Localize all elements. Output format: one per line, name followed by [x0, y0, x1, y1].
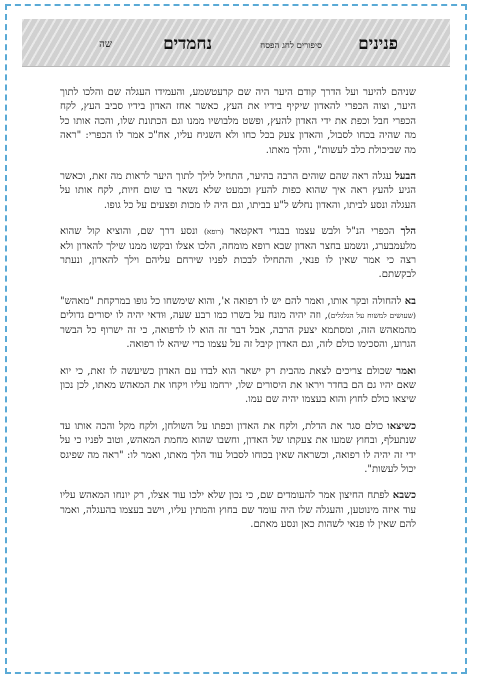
paragraph-text-cont: ונסע דרך שם, והוציא קול שהוא מלעמבערג, ונשמע בחצר האדון שבא רופא מומחה, הלכו אצלו ובקשו ממנו שילך להאדון ולא רצה כי אמר שאין לו פנאי, והתחילו לבכות לפניו שירחם עליהם וילך להאדון, ונעתר לבקשתם.: [60, 226, 416, 281]
paragraph-6: [60, 420, 416, 478]
paragraph-5: [60, 365, 416, 408]
paragraph-text-cont: , וזה יהיה מונח על בשרו כמו רבע שעה, וּודאי יהיה לו יסורים גדולים מהמאהש הזה, ומסתמא יצעק הרבה, אבל דבר זה הוא לו לרפואה, כי זה ישרוף כל הבשר הגרוע, והסכימו כולם לזה, וגם האדון קיבל זה על עצמו כדי שיהא לו רפואה.: [60, 310, 416, 351]
paragraph-text: לפתח החיצון אמר להעומדים שם, כי נכון שלא ילכו עוד אצלו, רק יונחו המאהש עליו עוד איזה מינוטען, והעגלה שלו היה עומד שם בחוץ והמתין עליו, וישב בעצמו בהעגלה, ואמר להם שאין לו פנאי לשהות כאן ונסע מאתם.: [60, 490, 416, 531]
paragraph-lead: הבעל: [395, 171, 416, 183]
book-subtitle: סיפורים לחג הפסח: [260, 41, 322, 51]
paragraph-3: [60, 225, 416, 283]
book-title-left: נחמדים: [163, 34, 212, 54]
paragraph-2: [60, 170, 416, 213]
page-number: שה: [99, 39, 112, 50]
paragraph-text: כולם סגר את הדלת, ולקח את האדון וכפתו על השולחן, ולקח מקל והכה אותו עד שנתעלף, ובחוץ שמעו את צעקתו של האדון, וחשבו שהוא מחמת המאהש, וטוב לפניו כי על ידי זה יהיה לו רפואה, וכשראה שאין בכוחו לסבול עוד הלך מאתו, ואמר לו: "ראה מה שפיגס יכול לעשות".: [60, 420, 416, 475]
paragraph-text: שניהם להיער ועל הדרך קודם היער היה שם קרעטשמע, והעמידו העגלה שם והלכו לתוך היער, וצוה הכפרי להאדון שיקיף בידיו את העץ, כאשר אחז האדון בידיו סביב העץ, לקח הכפרי חבל וכפת את ידי האדון להעץ, ופשט מלבושיו ממנו וגם הכתונת שלו, והכה אותו כל מה שהיה בכחו לסבול, והאדון צעק בכל כחו ולא השגיח עליו, אח"כ אמר לו הכפרי: "ראה מה שביכולת כלב לעשות", והלך מאתו.: [60, 87, 416, 156]
paragraph-text: עגלה ראה שהם שוהים הרבה בהיער, התחיל לילך לתוך היער לראות מה זאת, וכאשר הגיע להעץ ראה איך שהוא כפות להעץ וכמעט שלא נשאר בו שום חיות, לקח אותו על העגלה ונסע לביתו, והאדון נחלש ל"ע בביתו, וגם היה לו מכות ופצעים על כל גופו.: [60, 171, 416, 211]
page-header: [22, 19, 450, 67]
book-title-right: פנינים: [358, 34, 398, 54]
paragraph-note: (שעושים למשוח על הגלגלים): [327, 311, 416, 321]
paragraph-text: להחולה ובקר אותו, ואמר להם יש לו רפואה א', והוא שימשחו כל גופו במרקחת "מאהש": [60, 295, 405, 307]
paragraph-lead: כשבא: [392, 490, 416, 502]
paragraph-lead: בא: [404, 295, 416, 307]
paragraph-1: [60, 86, 416, 158]
paragraph-lead: כשיצאו: [387, 420, 416, 432]
page-body: [60, 86, 416, 545]
paragraph-4: [60, 295, 416, 353]
paragraph-7: [60, 489, 416, 532]
paragraph-text: הכפרי הנ"ל ולבש עצמו בבגדי דאקטאר: [223, 226, 401, 238]
paragraph-lead: ואמר: [396, 365, 416, 377]
paragraph-note: (רופא): [203, 227, 224, 237]
paragraph-text: שכולם צריכים לצאת מהבית רק ישאר הוא לבדו עם האדון כשיעשה לו זאת, כי יוא שאם יהיו גם הם בחדר ויראו את היסורים שלו, ירחמו עליו ויקחו את המאהש מאתו, לכן נכון שיצאו כולם לחוץ והוא בעצמו יהיה שם עמו.: [60, 365, 416, 406]
paragraph-lead: הלך: [400, 226, 416, 238]
